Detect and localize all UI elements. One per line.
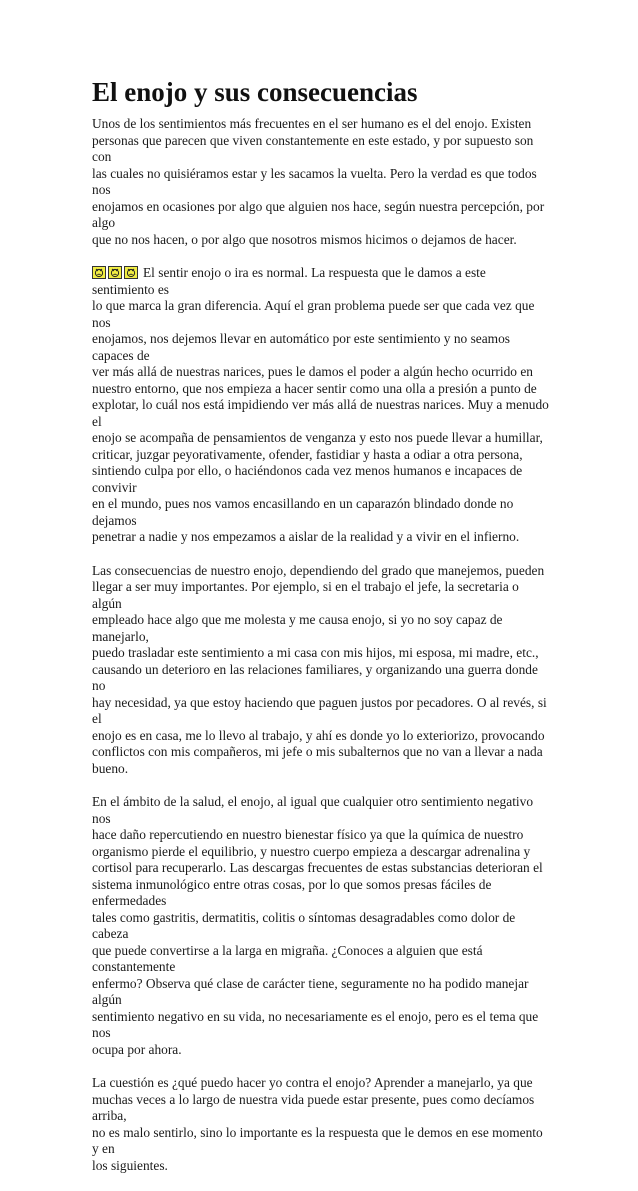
paragraph-3: Las consecuencias de nuestro enojo, dependiendo del grado que manejemos, pueden llegar a ser muy importantes. Por ejemplo, si en el trabajo el jefe, la secretaria o algún empleado hace algo que me molesta y me causa enojo, si yo no soy capaz de manejarlo, puedo trasladar este sentimiento a mi casa con mis hijos, mi esposa, mi madre, etc., causando un deterioro en las relaciones familiares, y organizando una guerra donde no hay necesidad, ya que estoy haciendo que paguen justos por pecadores. O al revés, si el enojo es en casa, me lo llevo al trabajo, y ahí es donde yo lo exteriorizo, provocando conflictos con mis compañeros, mi jefe o mis subalternos que no van a llevar a nada bueno. [92,562,547,776]
paragraph-1: Unos de los sentimientos más frecuentes en el ser humano es el del enojo. Existen personas que parecen que viven constantemente en este estado, y por supuesto son con las cuales no quisiéramos estar y les sacamos la vuelta. Pero la verdad es que todos nos enojamos en ocasiones por algo que alguien nos hace, según nuestra percepción, por algo que no nos hacen, o por algo que nosotros mismos hicimos o dejamos de hacer. [92,116,545,247]
paragraph-2-text: El sentir enojo o ira es normal. La respuesta que le damos a este sentimiento es lo que marca la gran diferencia. Aquí el gran problema puede ser que cada vez que nos enojamos, nos dejemos llevar en automático por este sentimiento y no seamos capaces de ver más allá de nuestras narices, pues le damos el poder a algún hecho ocurrido en nuestro entorno, que nos empieza a hacer sentir como una olla a presión a punto de explotar, lo cuál nos está impidiendo ver más allá de nuestras narices. Muy a menudo el enojo se acompaña de pensamientos de venganza y esto nos puede llevar a humillar, criticar, juzgar peyorativamente, ofender, fastidiar y hasta a odiar a otra persona, sintiendo culpa por ello, o haciéndonos cada vez menos humanos e incapaces de convivir en el mundo, pues nos vamos encasillando en un caparazón blindado donde no dejamos penetrar a nadie y nos empezamos a aislar de la realidad y a vivir en el infierno. [92,265,549,544]
angry-faces-group [92,266,138,279]
paragraph-4: En el ámbito de la salud, el enojo, al igual que cualquier otro sentimiento negativo nos hace daño repercutiendo en nuestro bienestar físico ya que la química de nuestro organismo pierde el equilibrio, y nuestro cuerpo empieza a descargar adrenalina y cortisol para recuperarlo. Las descargas frecuentes de estas substancias deterioran el sistema inmunológico entre otras cosas, por lo que somos presas fáciles de enfermedades tales como gastritis, dermatitis, colitis o síntomas desagradables como dolor de cabeza que puede convertirse a la larga en migraña. ¿Conoces a alguien que está constantemente enfermo? Observa qué clase de carácter tiene, seguramente no ha podido manejar algún sentimiento negativo en su vida, no necesariamente es el enojo, pero es el tema que nos ocupa por ahora. [92,794,543,1057]
angry-face-icon [108,266,122,279]
document-page [92,76,550,1191]
angry-face-icon [124,266,138,279]
paragraph-2 [92,265,550,546]
page-title: El enojo y sus consecuencias [92,77,418,107]
angry-face-icon [92,266,106,279]
paragraph-5: La cuestión es ¿qué puedo hacer yo contra el enojo? Aprender a manejarlo, ya que muchas veces a lo largo de nuestra vida puede estar presente, pues como decíamos arriba, no es malo sentirlo, sino lo importante es la respuesta que le demos en ese momento y en los siguientes. [92,1075,543,1173]
